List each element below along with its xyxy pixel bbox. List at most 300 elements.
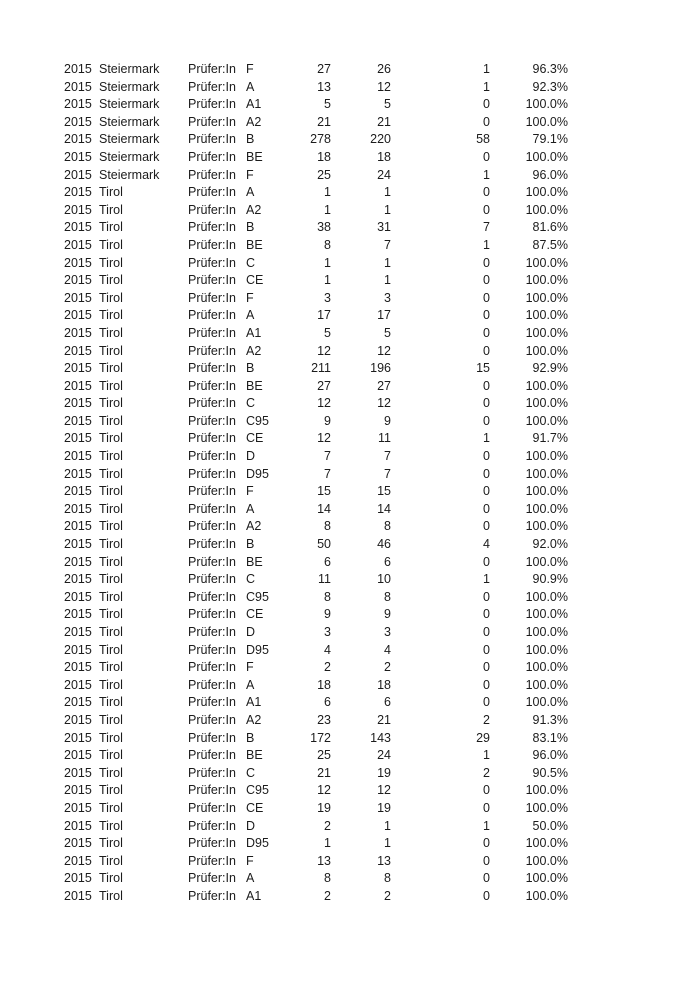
cell-year: 2015 [64, 888, 92, 903]
cell-year: 2015 [64, 132, 92, 147]
cell-year: 2015 [64, 853, 92, 868]
cell-region: Tirol [99, 836, 123, 851]
cell-year: 2015 [64, 255, 92, 270]
cell-region: Tirol [99, 501, 123, 516]
cell-pass-rate: 100.0% [525, 466, 568, 481]
cell-license-category: A2 [246, 114, 262, 129]
cell-year: 2015 [64, 378, 92, 393]
cell-license-category: F [246, 290, 254, 305]
table-row [64, 430, 568, 448]
cell-passed: 1 [384, 202, 391, 217]
cell-region: Tirol [99, 765, 123, 780]
cell-total: 12 [317, 396, 331, 411]
cell-role: Prüfer:In [188, 800, 236, 815]
cell-region: Tirol [99, 572, 123, 587]
cell-year: 2015 [64, 836, 92, 851]
cell-license-category: CE [246, 273, 264, 288]
cell-region: Tirol [99, 695, 123, 710]
cell-total: 8 [324, 519, 331, 534]
cell-role: Prüfer:In [188, 501, 236, 516]
cell-year: 2015 [64, 237, 92, 252]
cell-passed: 4 [384, 642, 391, 657]
cell-license-category: C [246, 396, 256, 411]
cell-pass-rate: 100.0% [525, 871, 568, 886]
cell-pass-rate: 91.3% [532, 712, 568, 727]
cell-passed: 17 [377, 308, 391, 323]
cell-pass-rate: 81.6% [532, 220, 568, 235]
cell-passed: 7 [384, 449, 391, 464]
cell-year: 2015 [64, 273, 92, 288]
cell-role: Prüfer:In [188, 449, 236, 464]
cell-year: 2015 [64, 554, 92, 569]
cell-year: 2015 [64, 800, 92, 815]
cell-license-category: D95 [246, 642, 269, 657]
cell-passed: 26 [377, 62, 391, 76]
cell-passed: 19 [377, 765, 391, 780]
cell-role: Prüfer:In [188, 185, 236, 200]
cell-passed: 196 [370, 361, 391, 376]
cell-total: 18 [317, 149, 331, 164]
cell-total: 4 [324, 642, 331, 657]
cell-role: Prüfer:In [188, 519, 236, 534]
cell-failed: 1 [483, 62, 490, 76]
cell-role: Prüfer:In [188, 466, 236, 481]
cell-failed: 0 [483, 308, 490, 323]
cell-total: 15 [317, 484, 331, 499]
table-row [64, 343, 568, 361]
table-row [64, 730, 568, 748]
cell-role: Prüfer:In [188, 290, 236, 305]
results-table [64, 61, 568, 906]
cell-role: Prüfer:In [188, 325, 236, 340]
cell-pass-rate: 100.0% [525, 185, 568, 200]
cell-total: 5 [324, 325, 331, 340]
cell-role: Prüfer:In [188, 677, 236, 692]
cell-region: Tirol [99, 220, 123, 235]
table-row [64, 747, 568, 765]
cell-license-category: B [246, 220, 255, 235]
cell-pass-rate: 96.0% [532, 167, 568, 182]
cell-year: 2015 [64, 607, 92, 622]
cell-role: Prüfer:In [188, 748, 236, 763]
cell-role: Prüfer:In [188, 167, 236, 182]
cell-role: Prüfer:In [188, 572, 236, 587]
cell-total: 23 [317, 712, 331, 727]
cell-year: 2015 [64, 484, 92, 499]
cell-license-category: A [246, 501, 255, 516]
cell-pass-rate: 100.0% [525, 97, 568, 112]
cell-role: Prüfer:In [188, 97, 236, 112]
table-row [64, 694, 568, 712]
cell-passed: 2 [384, 660, 391, 675]
cell-total: 1 [324, 202, 331, 217]
cell-license-category: BE [246, 378, 263, 393]
cell-license-category: B [246, 132, 255, 147]
cell-region: Tirol [99, 589, 123, 604]
cell-year: 2015 [64, 431, 92, 446]
cell-pass-rate: 100.0% [525, 695, 568, 710]
cell-passed: 5 [384, 97, 391, 112]
cell-region: Tirol [99, 625, 123, 639]
cell-license-category: A [246, 871, 255, 886]
cell-passed: 9 [384, 607, 391, 622]
cell-passed: 21 [377, 114, 391, 129]
cell-pass-rate: 100.0% [525, 343, 568, 358]
cell-failed: 0 [483, 290, 490, 305]
cell-region: Tirol [99, 484, 123, 499]
cell-license-category: A [246, 185, 255, 200]
cell-failed: 1 [483, 167, 490, 182]
cell-failed: 0 [483, 589, 490, 604]
cell-total: 13 [317, 79, 331, 94]
cell-region: Tirol [99, 748, 123, 763]
cell-passed: 1 [384, 836, 391, 851]
cell-failed: 0 [483, 413, 490, 428]
cell-passed: 8 [384, 589, 391, 604]
cell-license-category: C95 [246, 413, 269, 428]
cell-license-category: A [246, 677, 255, 692]
cell-role: Prüfer:In [188, 765, 236, 780]
cell-total: 21 [317, 114, 331, 129]
table-row [64, 325, 568, 343]
cell-failed: 4 [483, 537, 490, 552]
cell-pass-rate: 90.9% [532, 572, 568, 587]
cell-role: Prüfer:In [188, 871, 236, 886]
table-row [64, 219, 568, 237]
cell-region: Tirol [99, 537, 123, 552]
table-row [64, 870, 568, 888]
cell-failed: 0 [483, 853, 490, 868]
cell-total: 50 [317, 537, 331, 552]
cell-failed: 0 [483, 466, 490, 481]
cell-total: 18 [317, 677, 331, 692]
cell-pass-rate: 100.0% [525, 378, 568, 393]
cell-failed: 1 [483, 431, 490, 446]
cell-region: Tirol [99, 466, 123, 481]
cell-failed: 0 [483, 449, 490, 464]
cell-region: Tirol [99, 396, 123, 411]
cell-license-category: CE [246, 431, 264, 446]
cell-pass-rate: 92.9% [532, 361, 568, 376]
cell-total: 1 [324, 185, 331, 200]
cell-passed: 6 [384, 554, 391, 569]
cell-role: Prüfer:In [188, 730, 236, 745]
cell-total: 1 [324, 255, 331, 270]
cell-year: 2015 [64, 220, 92, 235]
cell-license-category: C [246, 765, 256, 780]
cell-year: 2015 [64, 818, 92, 833]
cell-year: 2015 [64, 765, 92, 780]
cell-role: Prüfer:In [188, 132, 236, 147]
cell-pass-rate: 96.3% [532, 62, 568, 76]
cell-region: Tirol [99, 642, 123, 657]
cell-pass-rate: 100.0% [525, 677, 568, 692]
cell-role: Prüfer:In [188, 712, 236, 727]
cell-role: Prüfer:In [188, 149, 236, 164]
cell-passed: 2 [384, 888, 391, 903]
cell-license-category: A [246, 308, 255, 323]
cell-region: Steiermark [99, 132, 160, 147]
cell-total: 25 [317, 748, 331, 763]
cell-year: 2015 [64, 519, 92, 534]
cell-total: 8 [324, 237, 331, 252]
cell-total: 1 [324, 836, 331, 851]
cell-failed: 58 [476, 132, 490, 147]
cell-license-category: BE [246, 554, 263, 569]
cell-failed: 0 [483, 625, 490, 639]
cell-failed: 1 [483, 748, 490, 763]
cell-pass-rate: 100.0% [525, 114, 568, 129]
table-row [64, 114, 568, 132]
cell-passed: 8 [384, 519, 391, 534]
cell-failed: 1 [483, 818, 490, 833]
cell-pass-rate: 100.0% [525, 642, 568, 657]
cell-failed: 0 [483, 519, 490, 534]
table-row [64, 290, 568, 308]
cell-license-category: D [246, 818, 256, 833]
cell-year: 2015 [64, 149, 92, 164]
cell-passed: 18 [377, 677, 391, 692]
cell-pass-rate: 83.1% [532, 730, 568, 745]
cell-failed: 0 [483, 871, 490, 886]
cell-year: 2015 [64, 308, 92, 323]
cell-passed: 7 [384, 237, 391, 252]
cell-role: Prüfer:In [188, 695, 236, 710]
table-row [64, 413, 568, 431]
cell-region: Tirol [99, 255, 123, 270]
cell-pass-rate: 100.0% [525, 290, 568, 305]
cell-failed: 0 [483, 501, 490, 516]
table-row [64, 307, 568, 325]
cell-failed: 0 [483, 660, 490, 675]
cell-role: Prüfer:In [188, 537, 236, 552]
cell-role: Prüfer:In [188, 413, 236, 428]
cell-year: 2015 [64, 712, 92, 727]
cell-failed: 0 [483, 642, 490, 657]
cell-total: 3 [324, 625, 331, 639]
cell-pass-rate: 100.0% [525, 836, 568, 851]
table-row [64, 835, 568, 853]
cell-license-category: C95 [246, 589, 269, 604]
cell-role: Prüfer:In [188, 836, 236, 851]
cell-pass-rate: 79.1% [532, 132, 568, 147]
table-row [64, 448, 568, 466]
table-row [64, 360, 568, 378]
cell-passed: 5 [384, 325, 391, 340]
cell-pass-rate: 100.0% [525, 449, 568, 464]
cell-license-category: A1 [246, 888, 262, 903]
cell-passed: 6 [384, 695, 391, 710]
cell-pass-rate: 100.0% [525, 325, 568, 340]
cell-year: 2015 [64, 79, 92, 94]
cell-total: 2 [324, 888, 331, 903]
cell-passed: 3 [384, 625, 391, 639]
cell-license-category: A2 [246, 343, 262, 358]
table-row [64, 483, 568, 501]
cell-license-category: A1 [246, 325, 262, 340]
cell-pass-rate: 100.0% [525, 853, 568, 868]
table-row [64, 255, 568, 273]
cell-failed: 1 [483, 237, 490, 252]
cell-role: Prüfer:In [188, 431, 236, 446]
cell-total: 11 [318, 572, 331, 587]
cell-passed: 10 [377, 572, 391, 587]
cell-year: 2015 [64, 343, 92, 358]
table-row [64, 624, 568, 642]
cell-pass-rate: 100.0% [525, 202, 568, 217]
cell-region: Tirol [99, 888, 123, 903]
cell-role: Prüfer:In [188, 343, 236, 358]
cell-passed: 21 [377, 712, 391, 727]
cell-year: 2015 [64, 501, 92, 516]
cell-role: Prüfer:In [188, 308, 236, 323]
table-row [64, 659, 568, 677]
cell-region: Tirol [99, 607, 123, 622]
cell-total: 2 [324, 660, 331, 675]
cell-region: Tirol [99, 431, 123, 446]
table-row [64, 149, 568, 167]
cell-passed: 19 [377, 800, 391, 815]
table-row [64, 79, 568, 97]
cell-failed: 0 [483, 149, 490, 164]
cell-failed: 0 [483, 695, 490, 710]
cell-failed: 0 [483, 836, 490, 851]
cell-total: 12 [317, 343, 331, 358]
table-row [64, 466, 568, 484]
cell-pass-rate: 100.0% [525, 484, 568, 499]
cell-passed: 24 [377, 748, 391, 763]
cell-region: Tirol [99, 712, 123, 727]
table-row [64, 765, 568, 783]
table-row [64, 237, 568, 255]
cell-region: Tirol [99, 853, 123, 868]
cell-total: 12 [317, 783, 331, 798]
cell-passed: 1 [384, 818, 391, 833]
table-row [64, 782, 568, 800]
cell-role: Prüfer:In [188, 378, 236, 393]
cell-license-category: BE [246, 237, 263, 252]
cell-region: Tirol [99, 871, 123, 886]
cell-failed: 15 [476, 361, 490, 376]
cell-year: 2015 [64, 537, 92, 552]
cell-total: 8 [324, 589, 331, 604]
cell-failed: 0 [483, 396, 490, 411]
cell-year: 2015 [64, 62, 92, 76]
cell-failed: 7 [483, 220, 490, 235]
cell-passed: 12 [377, 79, 391, 94]
cell-total: 17 [317, 308, 331, 323]
cell-passed: 13 [377, 853, 391, 868]
cell-pass-rate: 100.0% [525, 149, 568, 164]
cell-passed: 12 [377, 783, 391, 798]
cell-license-category: A [246, 79, 255, 94]
cell-passed: 46 [377, 537, 391, 552]
cell-year: 2015 [64, 361, 92, 376]
cell-failed: 0 [483, 484, 490, 499]
cell-year: 2015 [64, 396, 92, 411]
cell-pass-rate: 100.0% [525, 413, 568, 428]
cell-failed: 0 [483, 554, 490, 569]
cell-year: 2015 [64, 642, 92, 657]
cell-role: Prüfer:In [188, 237, 236, 252]
cell-license-category: F [246, 484, 254, 499]
cell-total: 13 [317, 853, 331, 868]
cell-region: Tirol [99, 783, 123, 798]
cell-passed: 3 [384, 290, 391, 305]
cell-region: Steiermark [99, 167, 160, 182]
cell-region: Tirol [99, 325, 123, 340]
cell-pass-rate: 100.0% [525, 396, 568, 411]
cell-license-category: D [246, 449, 256, 464]
cell-region: Tirol [99, 413, 123, 428]
cell-license-category: C95 [246, 783, 269, 798]
cell-total: 8 [324, 871, 331, 886]
cell-region: Tirol [99, 818, 123, 833]
cell-region: Tirol [99, 449, 123, 464]
cell-total: 38 [317, 220, 331, 235]
cell-failed: 0 [483, 888, 490, 903]
cell-pass-rate: 100.0% [525, 554, 568, 569]
cell-license-category: A2 [246, 202, 262, 217]
cell-failed: 0 [483, 343, 490, 358]
cell-license-category: CE [246, 607, 264, 622]
cell-year: 2015 [64, 695, 92, 710]
cell-pass-rate: 100.0% [525, 308, 568, 323]
cell-total: 1 [324, 273, 331, 288]
cell-license-category: A1 [246, 97, 262, 112]
cell-role: Prüfer:In [188, 660, 236, 675]
cell-passed: 31 [377, 220, 391, 235]
cell-pass-rate: 100.0% [525, 255, 568, 270]
cell-role: Prüfer:In [188, 888, 236, 903]
cell-failed: 1 [483, 572, 490, 587]
cell-region: Tirol [99, 800, 123, 815]
cell-failed: 0 [483, 783, 490, 798]
cell-license-category: C [246, 255, 256, 270]
cell-region: Steiermark [99, 149, 160, 164]
cell-passed: 7 [384, 466, 391, 481]
cell-pass-rate: 91.7% [532, 431, 568, 446]
cell-failed: 2 [483, 765, 490, 780]
cell-region: Tirol [99, 343, 123, 358]
cell-license-category: BE [246, 748, 263, 763]
cell-failed: 0 [483, 325, 490, 340]
cell-role: Prüfer:In [188, 62, 236, 76]
cell-total: 2 [324, 818, 331, 833]
cell-year: 2015 [64, 202, 92, 217]
cell-year: 2015 [64, 185, 92, 200]
cell-license-category: CE [246, 800, 264, 815]
table-row [64, 554, 568, 572]
cell-year: 2015 [64, 589, 92, 604]
cell-total: 6 [324, 695, 331, 710]
cell-license-category: B [246, 361, 255, 376]
cell-role: Prüfer:In [188, 114, 236, 129]
cell-license-category: F [246, 853, 254, 868]
cell-region: Tirol [99, 185, 123, 200]
table-row [64, 518, 568, 536]
cell-region: Tirol [99, 202, 123, 217]
cell-region: Tirol [99, 290, 123, 305]
cell-pass-rate: 100.0% [525, 625, 568, 639]
cell-region: Tirol [99, 660, 123, 675]
cell-failed: 1 [483, 79, 490, 94]
cell-region: Tirol [99, 378, 123, 393]
cell-pass-rate: 100.0% [525, 589, 568, 604]
table-row [64, 853, 568, 871]
cell-license-category: F [246, 660, 254, 675]
cell-region: Tirol [99, 308, 123, 323]
